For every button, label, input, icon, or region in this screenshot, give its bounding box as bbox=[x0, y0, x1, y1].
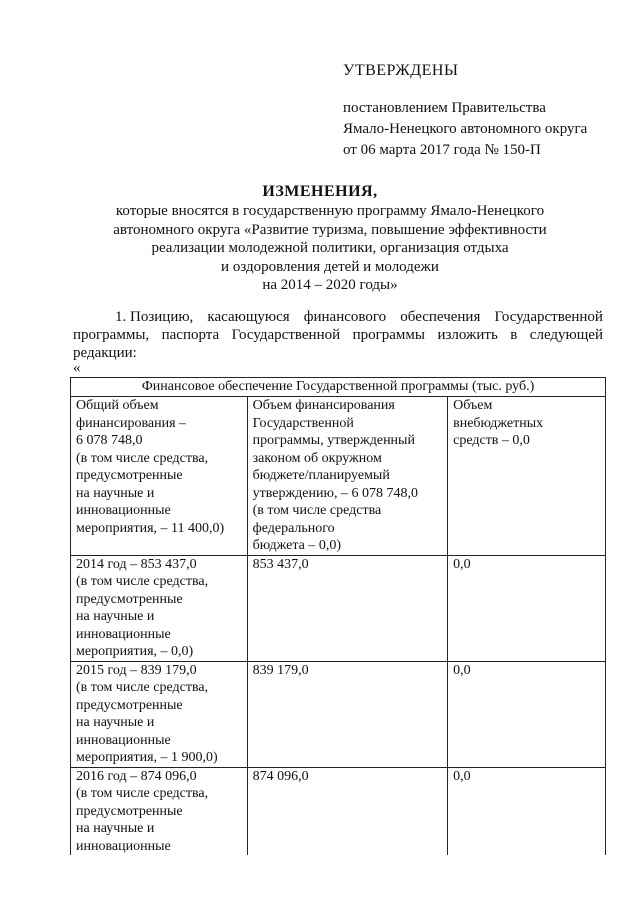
cell-line: 853 437,0 bbox=[252, 556, 309, 572]
subtitle-line: которые вносятся в государственную программу Ямало-Ненецкого bbox=[115, 203, 545, 219]
table-row bbox=[71, 767, 606, 855]
table-cell-total bbox=[71, 397, 248, 556]
paragraph-word: программы bbox=[352, 327, 425, 343]
paragraph-line bbox=[73, 344, 603, 362]
cell-line: (в том числе средства bbox=[252, 503, 382, 518]
document-title: ИЗМЕНЕНИЯ, bbox=[262, 183, 378, 200]
cell-line: инновационные bbox=[76, 732, 171, 748]
paragraph-word: следующей bbox=[529, 327, 603, 343]
table-row bbox=[71, 397, 606, 556]
cell-line: предусмотренные bbox=[76, 697, 183, 713]
paragraph-word: обеспечения bbox=[400, 309, 481, 325]
cell-line: (в том числе средства, bbox=[76, 450, 209, 466]
table-header: Финансовое обеспечение Государственной программы (тыс. руб.) bbox=[71, 378, 606, 397]
cell-line: (в том числе средства, bbox=[76, 680, 209, 695]
table-cell-total bbox=[71, 661, 248, 767]
paragraph-line bbox=[73, 326, 603, 344]
approval-block bbox=[343, 98, 623, 161]
paragraph-word: изложить bbox=[437, 327, 498, 343]
paragraph-word: Государственной bbox=[494, 309, 603, 325]
paragraph-word: программы, bbox=[73, 327, 150, 343]
cell-line: Общий объем bbox=[76, 398, 159, 413]
document-subtitle bbox=[60, 202, 600, 295]
cell-line: предусмотренные bbox=[76, 591, 183, 607]
paragraph-word: финансового bbox=[303, 309, 387, 325]
cell-line: утверждению, – 6 078 748,0 bbox=[252, 485, 418, 501]
cell-line: мероприятия, – 1 900,0) bbox=[76, 750, 218, 765]
table-cell-extrabudget bbox=[448, 767, 606, 855]
approval-heading: УТВЕРЖДЕНЫ bbox=[343, 62, 459, 79]
cell-line: программы, утвержденный bbox=[252, 433, 415, 448]
paragraph-word: редакции: bbox=[73, 345, 137, 361]
paragraph-word: касающуюся bbox=[207, 309, 290, 325]
subtitle-line: автономного округа «Развитие туризма, повышение эффективности bbox=[113, 221, 547, 238]
opening-quote: « bbox=[73, 360, 81, 376]
cell-line: 2014 год – 853 437,0 bbox=[76, 556, 197, 572]
cell-line: 839 179,0 bbox=[252, 662, 309, 678]
table-cell-program bbox=[247, 661, 447, 767]
cell-line: 6 078 748,0 bbox=[76, 433, 143, 448]
financing-table bbox=[70, 377, 606, 855]
cell-line: мероприятия, – 11 400,0) bbox=[76, 520, 225, 536]
table-cell-extrabudget bbox=[448, 661, 606, 767]
cell-line: Объем bbox=[453, 398, 493, 413]
subtitle-line: и оздоровления детей и молодежи bbox=[221, 258, 439, 275]
cell-line: Государственной bbox=[252, 415, 354, 431]
body-paragraph bbox=[73, 308, 603, 362]
paragraph-word: паспорта bbox=[161, 327, 220, 343]
table-row bbox=[71, 555, 606, 661]
cell-line: 2016 год – 874 096,0 bbox=[76, 768, 197, 784]
cell-line: предусмотренные bbox=[76, 803, 183, 819]
table-cell-program bbox=[247, 397, 447, 556]
table-row bbox=[71, 661, 606, 767]
table-cell-extrabudget bbox=[448, 555, 606, 661]
cell-line: бюджете/планируемый bbox=[252, 468, 390, 483]
cell-line: внебюджетных bbox=[453, 415, 544, 431]
cell-line: инновационные bbox=[76, 626, 171, 642]
cell-line: 0,0 bbox=[453, 768, 471, 784]
table-cell-total bbox=[71, 555, 248, 661]
table-cell-extrabudget bbox=[448, 397, 606, 556]
cell-line: инновационные bbox=[76, 838, 171, 854]
paragraph-line bbox=[73, 308, 603, 326]
cell-line: 874 096,0 bbox=[252, 768, 309, 784]
cell-line: мероприятия, – 0,0) bbox=[76, 644, 194, 659]
cell-line: 0,0 bbox=[453, 556, 471, 572]
subtitle-line: реализации молодежной политики, организация отдыха bbox=[151, 240, 509, 256]
cell-line: на научные и bbox=[76, 821, 155, 836]
cell-line: финансирования – bbox=[76, 415, 187, 431]
cell-line: бюджета – 0,0) bbox=[252, 538, 341, 553]
cell-line: предусмотренные bbox=[76, 468, 183, 483]
approval-line: Ямало-Ненецкого автономного округа bbox=[343, 121, 588, 137]
cell-line: федерального bbox=[252, 520, 335, 536]
table-cell-total bbox=[71, 767, 248, 855]
cell-line: инновационные bbox=[76, 503, 171, 518]
approval-line: от 06 марта 2017 года № 150-П bbox=[343, 142, 541, 158]
cell-line: (в том числе средства, bbox=[76, 574, 209, 589]
cell-line: 2015 год – 839 179,0 bbox=[76, 662, 197, 678]
cell-line: (в том числе средства, bbox=[76, 786, 209, 801]
cell-line: 0,0 bbox=[453, 662, 471, 678]
paragraph-word: 1. Позицию, bbox=[115, 309, 194, 325]
table-cell-program bbox=[247, 555, 447, 661]
cell-line: на научные и bbox=[76, 609, 155, 624]
cell-line: на научные и bbox=[76, 715, 155, 730]
cell-line: законом об окружном bbox=[252, 450, 382, 466]
cell-line: средств – 0,0 bbox=[453, 433, 530, 448]
approval-line: постановлением Правительства bbox=[343, 100, 546, 116]
table-cell-program bbox=[247, 767, 447, 855]
subtitle-line: на 2014 – 2020 годы» bbox=[262, 277, 398, 293]
paragraph-word: в bbox=[510, 327, 518, 343]
cell-line: на научные и bbox=[76, 485, 155, 501]
cell-line: Объем финансирования bbox=[252, 398, 395, 413]
paragraph-word: Государственной bbox=[231, 327, 341, 343]
